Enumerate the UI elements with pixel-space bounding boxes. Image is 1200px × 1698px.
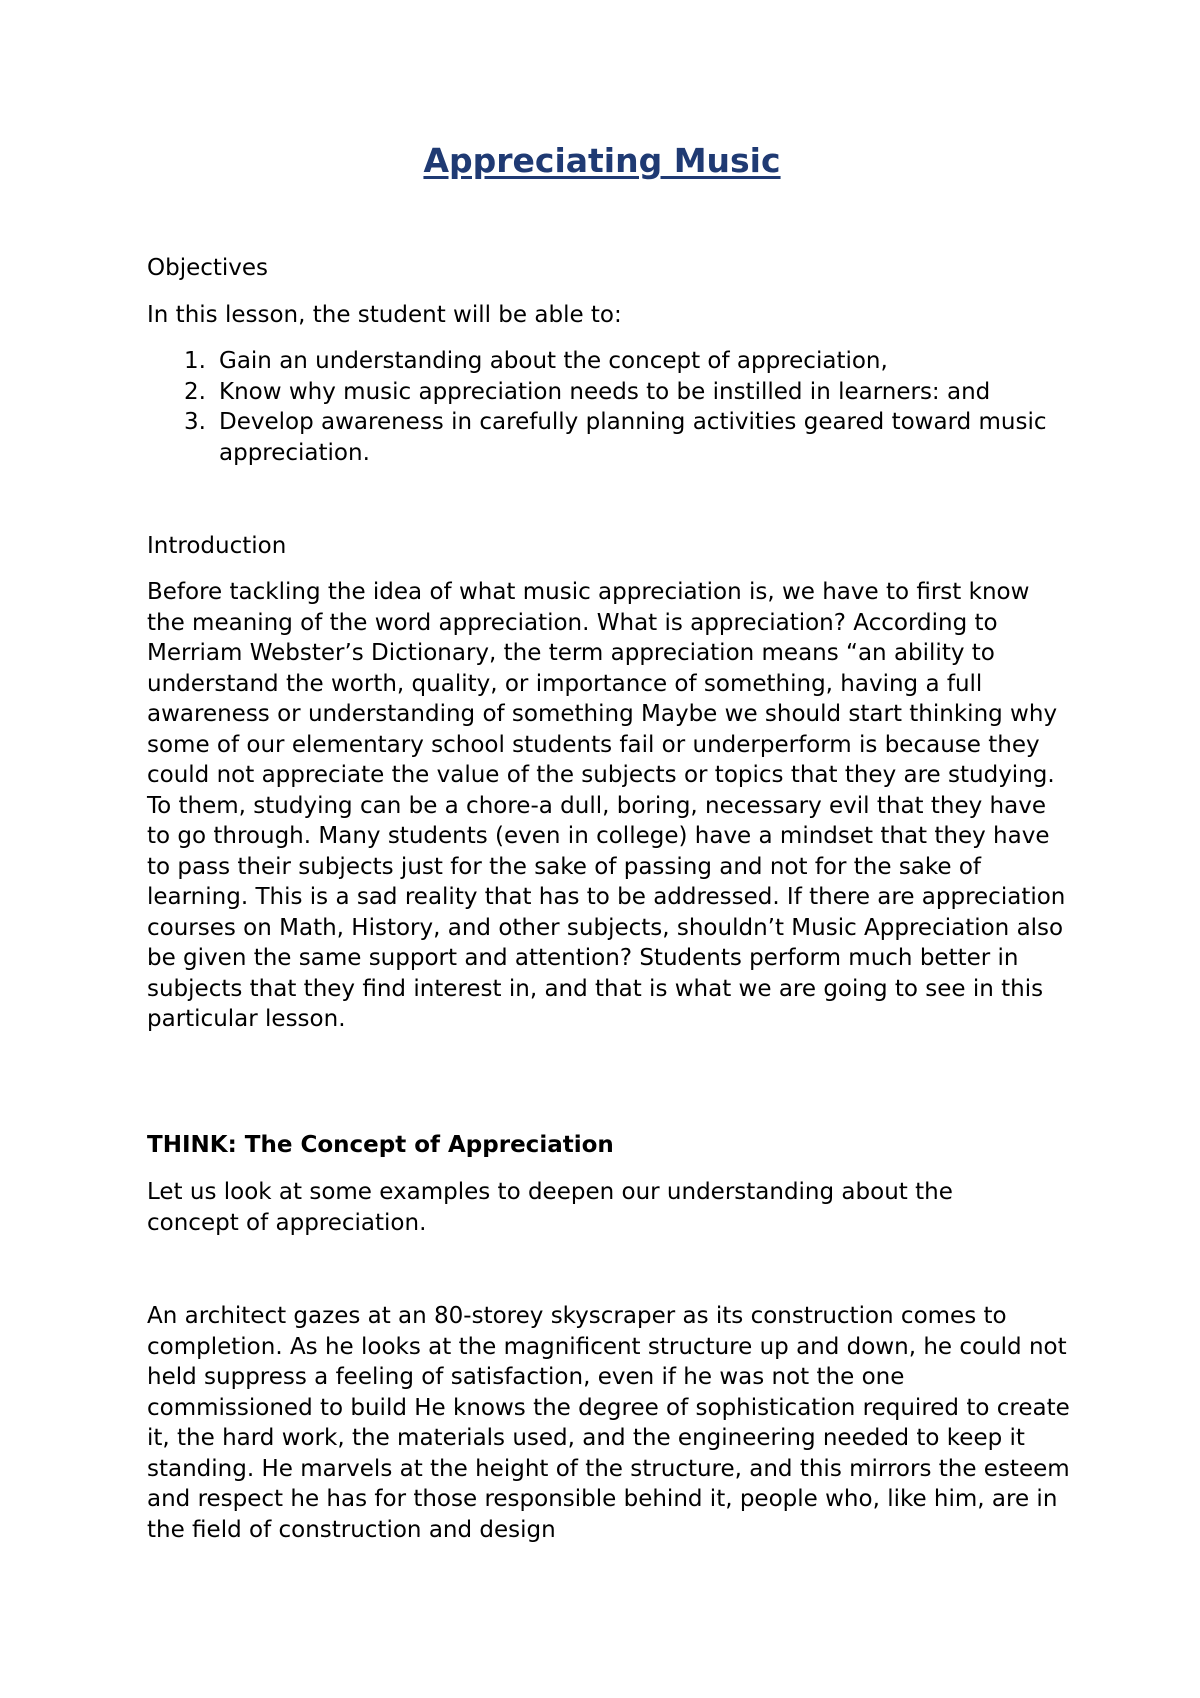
list-item	[147, 407, 1077, 468]
introduction-paragraph: Before tackling the idea of what music appreciation is, we have to first know the meaning of the word appreciation. What is appreciation? According to Merriam Webster’s Dictionary, the term appreciation means “an ability to understand the worth, quality, or importance of something, having a full awareness or understanding of something Maybe we should start thinking why some of our elementary school students fail or underperform is because they could not appreciate the value of the subjects or topics that they are studying. To them, studying can be a chore-a dull, boring, necessary evil that they have to go through. Many students (even in college) have a mindset that they have to pass their subjects just for the sake of passing and not for the sake of learning. This is a sad reality that has to be addressed. If there are appreciation courses on Math, History, and other subjects, shouldn’t Music Appreciation also be given the same support and attention? Students perform much better in subjects that they find interest in, and that is what we are going to see in this particular lesson.	[147, 579, 1066, 1032]
list-item-number: 2.	[184, 378, 206, 405]
list-item-number: 1.	[184, 348, 206, 374]
list-item-number: 3.	[184, 409, 206, 435]
objectives-list	[147, 346, 1077, 468]
think-intro: Let us look at some examples to deepen our understanding about the concept of appreciation.	[147, 1179, 953, 1236]
architect-paragraph: An architect gazes at an 80-storey skyscraper as its construction comes to completion. As he looks at the magnificent structure up and down, he could not held suppress a feeling of satisfaction, even if he was not the one commissioned to build He knows the degree of sophistication required to create it, the hard work, the materials used, and the engineering needed to keep it standing. He marvels at the height of the structure, and this mirrors the esteem and respect he has for those responsible behind it, people who, like him, are in the field of construction and design	[147, 1303, 1070, 1543]
list-item	[147, 377, 1077, 408]
objectives-intro: In this lesson, the student will be able to:	[147, 302, 622, 328]
objectives-heading: Objectives	[147, 255, 269, 281]
think-heading: THINK: The Concept of Appreciation	[147, 1132, 614, 1158]
list-item-text: Develop awareness in carefully planning activities geared toward music appreciation.	[219, 409, 1047, 466]
introduction-heading: Introduction	[147, 533, 287, 559]
list-item-text: Know why music appreciation needs to be instilled in learners: and	[219, 378, 991, 405]
document-title: Appreciating Music	[423, 141, 781, 180]
list-item-text: Gain an understanding about the concept of appreciation,	[219, 348, 888, 374]
list-item	[147, 346, 1077, 377]
